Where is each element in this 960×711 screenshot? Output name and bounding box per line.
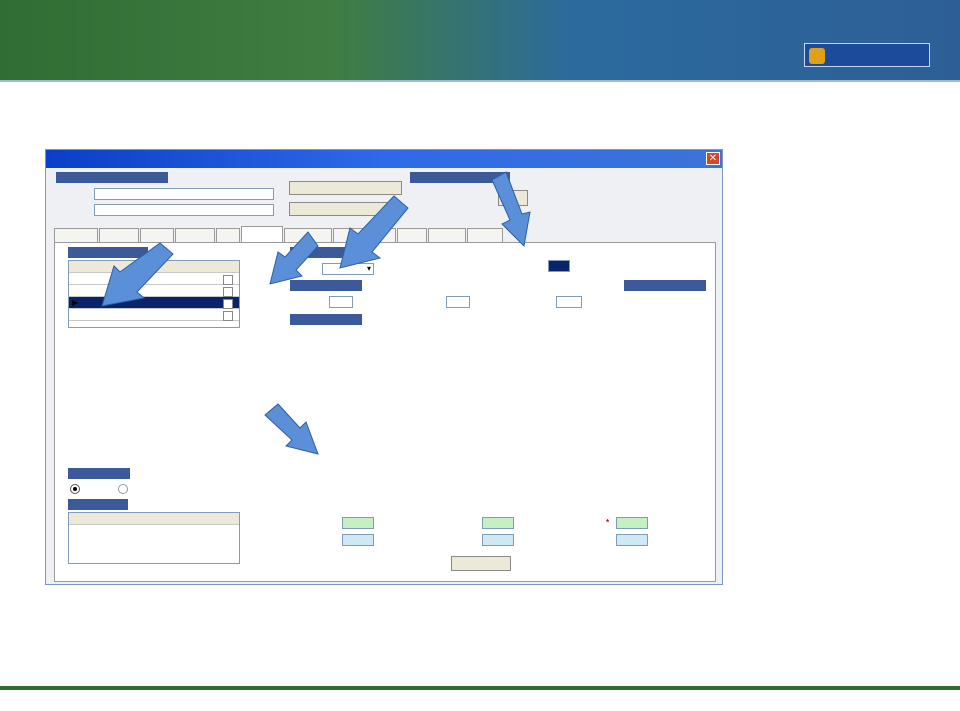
arrow-3: [340, 196, 408, 268]
close-icon[interactable]: ✕: [706, 152, 720, 165]
arrow-5: [492, 172, 530, 246]
chevron-down-icon: ▾: [366, 264, 371, 273]
arrow-1: [102, 243, 173, 306]
stoft-asterisk: *: [606, 518, 610, 527]
footer-divider: [0, 686, 960, 690]
arrow-2: [270, 232, 318, 284]
arrow-4: [265, 404, 318, 454]
row-pointer-icon: ▶: [72, 298, 79, 307]
